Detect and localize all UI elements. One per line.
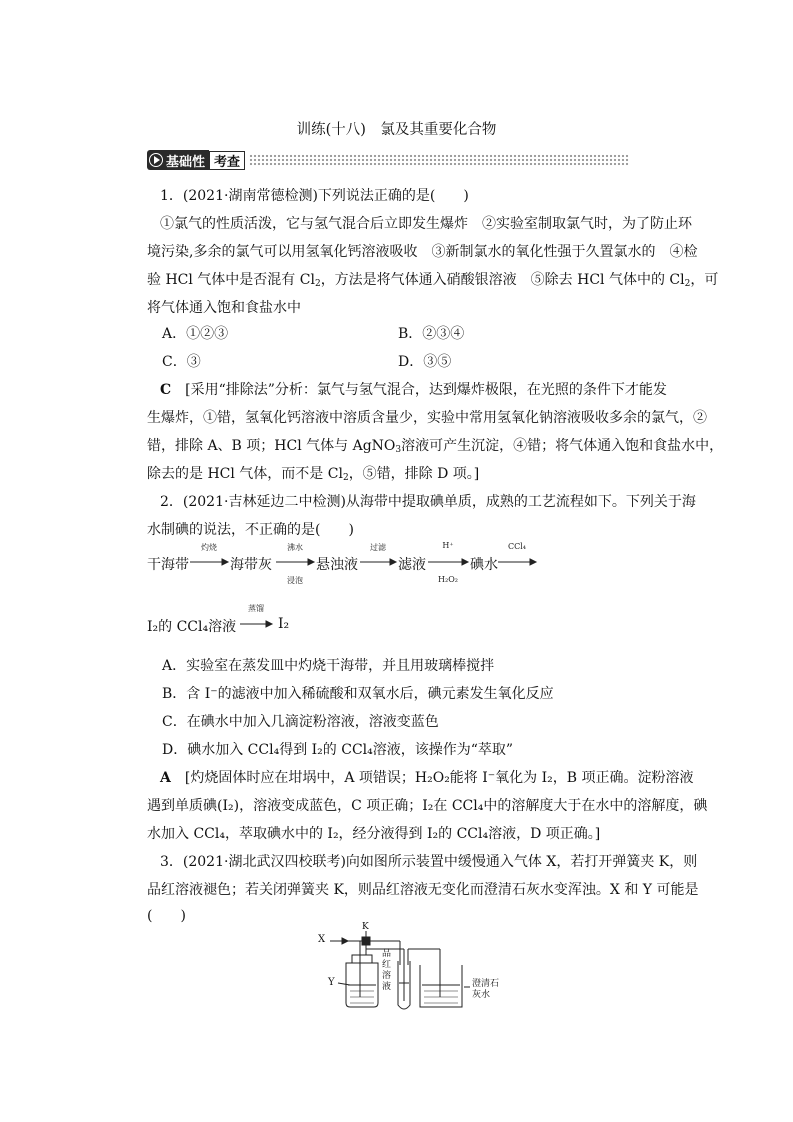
q1-answer-line-1: C [采用“排除法”分析：氯气与氢气混合，达到爆炸极限，在光照的条件下才能发 [160, 382, 667, 398]
arrow-4-bottom: H₂O₂ [438, 575, 458, 584]
label-pink-solution: 品红溶液 [382, 949, 392, 992]
q1-line-2: 境污染,多余的氯气可以用氢氧化钙溶液吸收 ③新制氯水的氧化性强于久置氯水的 ④检 [147, 244, 698, 260]
label-y: Y [328, 977, 335, 988]
q2-option-b: B．含 I⁻的滤液中加入稀硫酸和双氧水后，碘元素发生氧化反应 [162, 686, 554, 702]
q2-answer-line-3: 水加入 CCl₄，萃取碘水中的 I₂，经分液得到 I₂的 CCl₄溶液，D 项正确。] [147, 826, 601, 842]
apparatus-drawing [300, 925, 520, 1015]
flow-row2-left: I₂的 CCl₄溶液 [147, 619, 237, 635]
q2-option-a: A．实验室在蒸发皿中灼烧干海带，并且用玻璃棒搅拌 [162, 658, 495, 674]
q1-option-c: C．③ [162, 354, 201, 370]
q1-option-b: B．②③④ [398, 326, 465, 342]
page-title: 训练(十八) 氯及其重要化合物 [296, 122, 497, 138]
q2-option-d: D．碘水加入 CCl₄得到 I₂的 CCl₄溶液，该操作为“萃取” [162, 742, 514, 758]
q1-option-d: D．③⑤ [398, 354, 452, 370]
arrow-1-label: 灼烧 [201, 543, 217, 552]
q3-stem-3: ( ) [147, 908, 186, 924]
q3-stem-1: 3．(2021·湖北武汉四校联考)向如图所示装置中缓慢通入气体 X，若打开弹簧夹 K，则 [160, 854, 698, 870]
flow-step-2: 海带灰 [230, 557, 272, 573]
badge-dark [147, 150, 209, 170]
flow-step-5: 碘水 [470, 557, 498, 573]
q2-answer-line-2: 遇到单质碘(I₂)，溶液变成蓝色，C 项正确；I₂在 CCl₄中的溶解度大于在水中的溶解度，碘 [147, 798, 708, 814]
apparatus-figure [300, 922, 520, 1015]
badge-light: 考查 [209, 151, 245, 170]
q2-answer-line-1: A [灼烧固体时应在坩埚中，A 项错误；H₂O₂能将 I⁻氧化为 I₂，B 项正确。淀粉溶液 [160, 770, 694, 786]
q1-answer-line-3: 错，排除 A、B 项；HCl 气体与 AgNO$_3$溶液可产生沉淀，④错；将气体通入饱和食盐水中， [147, 438, 724, 455]
q2-stem-1: 2．(2021·吉林延边二中检测)从海带中提取碘单质，成熟的工艺流程如下。下列关于海 [160, 494, 696, 510]
q1-stem: 1．(2021·湖南常德检测)下列说法正确的是( ) [160, 188, 469, 204]
arrow-2-bottom: 浸泡 [287, 576, 303, 585]
label-x: X [318, 934, 326, 945]
q1-line-3: 验 HCl 气体中是否混有 $Cl_2$，方法是将气体通入硝酸银溶液 ⑤除去 HCl 气体中的 $Cl_2$，可 [147, 272, 719, 289]
q3-stem-2: 品红溶液褪色；若关闭弹簧夹 K，则品红溶液无变化而澄清石灰水变浑浊。X 和 Y 可能是 [147, 882, 699, 898]
q1-line-4: 将气体通入饱和食盐水中 [147, 300, 301, 316]
flow-step-3: 悬浊液 [316, 557, 358, 573]
q1-answer-line-2: 生爆炸，①错，氢氧化钙溶液中溶质含量少，实验中常用氢氧化钠溶液吸收多余的氯气，② [147, 410, 707, 426]
label-limewater: 澄清石灰水 [472, 979, 500, 1000]
flow-step-1: 干海带 [147, 557, 189, 573]
flow-step-4: 滤液 [398, 557, 426, 573]
arrow-2-top: 沸水 [287, 543, 303, 552]
arrow-row2-label: 蒸馏 [248, 604, 264, 613]
arrow-4-top: H⁺ [442, 541, 454, 550]
q2-option-c: C．在碘水中加入几滴淀粉溶液，溶液变蓝色 [162, 714, 439, 730]
q1-line-1: ①氯气的性质活泼，它与氢气混合后立即发生爆炸 ②实验室制取氯气时，为了防止环 [160, 216, 692, 232]
q1-answer-line-4: 除去的是 HCl 气体，而不是 $Cl_2$，⑤错，排除 D 项。] [147, 466, 480, 483]
arrow-3-label: 过滤 [370, 543, 386, 552]
q2-stem-2: 水制碘的说法，不正确的是( ) [147, 522, 354, 538]
flow-row2-right: I₂ [278, 616, 290, 632]
label-k: K [362, 922, 369, 932]
q1-option-a: A．①②③ [162, 326, 229, 342]
dotted-rule [249, 154, 629, 166]
section-badge [147, 150, 629, 170]
arrow-5-label: CCl₄ [507, 542, 526, 551]
badge-dark-label: 基础性 [166, 154, 206, 170]
play-icon [149, 153, 163, 167]
